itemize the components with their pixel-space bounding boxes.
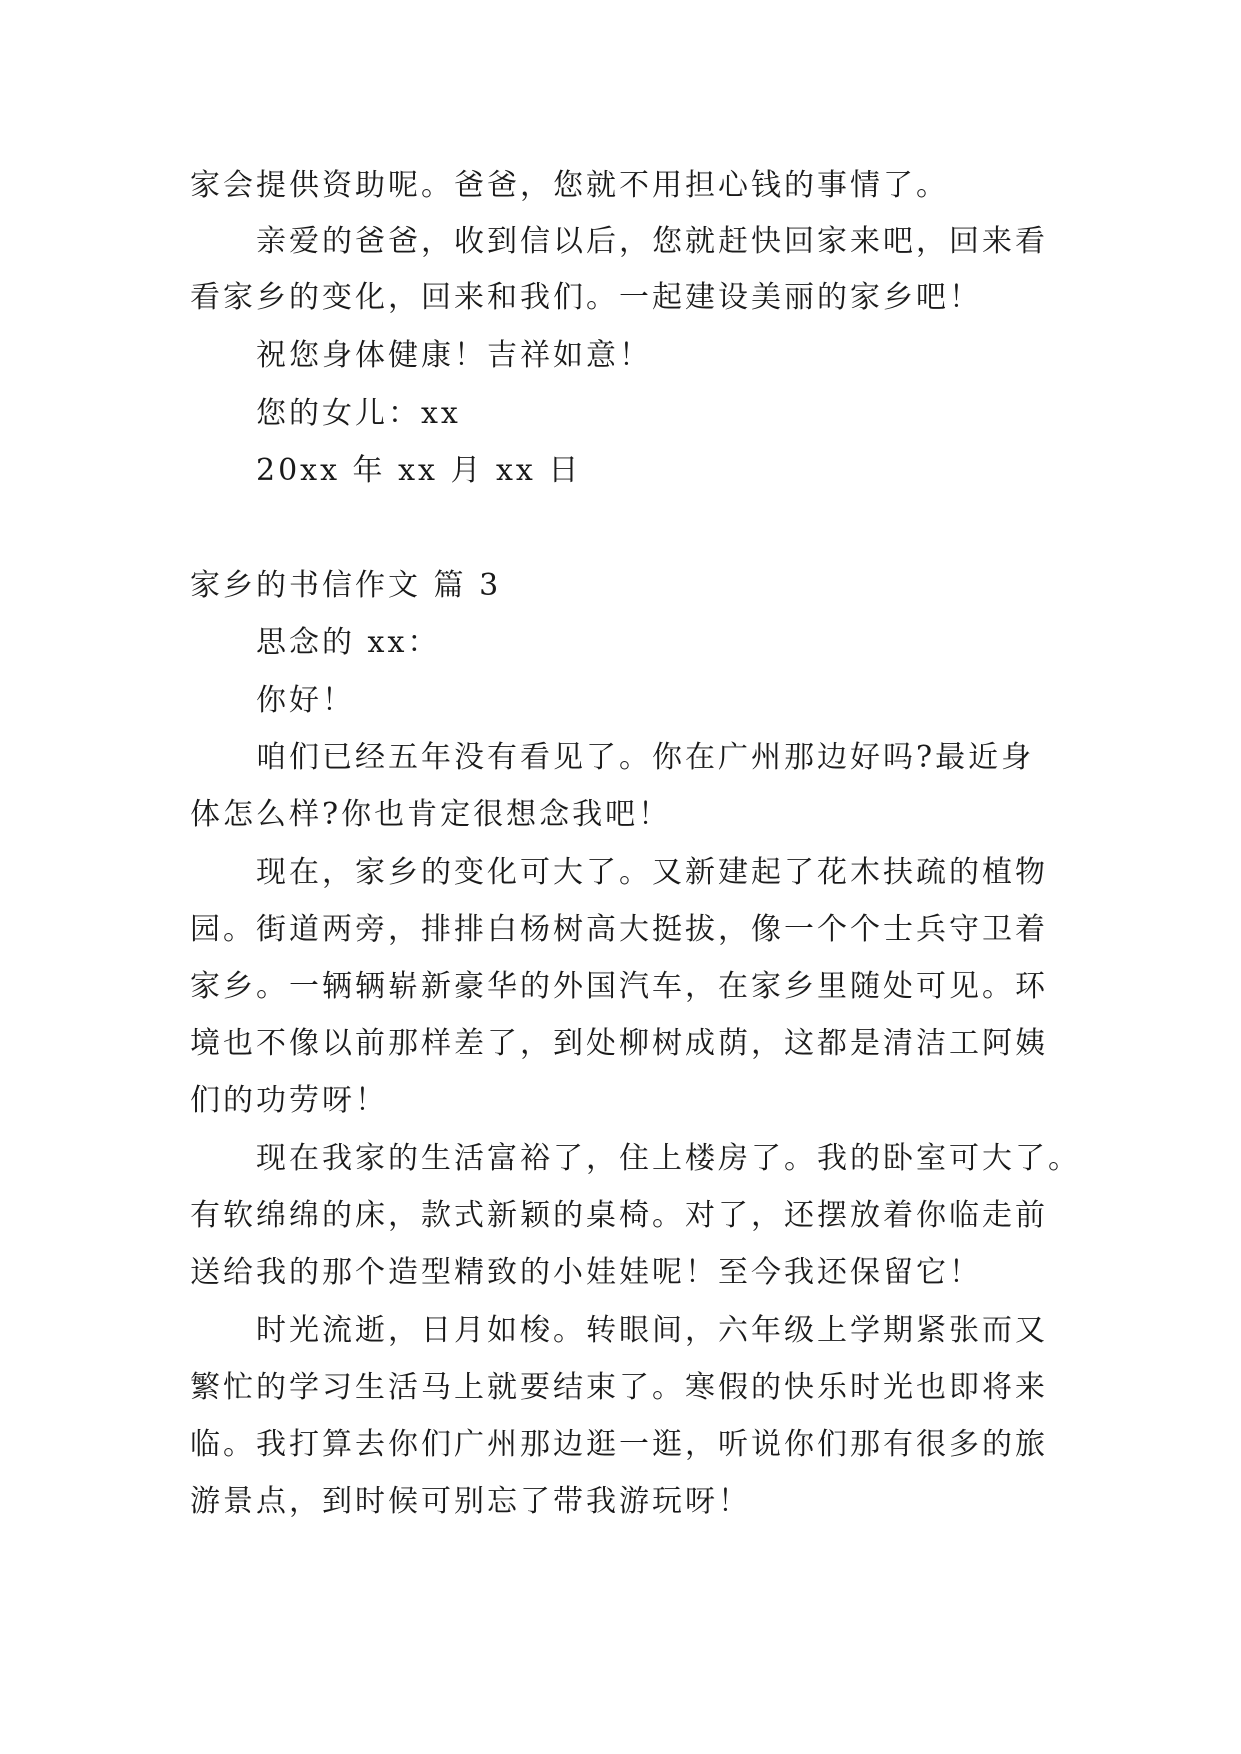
greeting: 你好！: [256, 683, 355, 718]
paragraph-line: 繁忙的学习生活马上就要结束了。寒假的快乐时光也即将来: [190, 1370, 1048, 1405]
paragraph-line: 家会提供资助呢。爸爸，您就不用担心钱的事情了。: [190, 168, 949, 203]
paragraph-line: 园。街道两旁，排排白杨树高大挺拔，像一个个士兵守卫着: [190, 912, 1048, 947]
paragraph-line: 现在我家的生活富裕了，住上楼房了。我的卧室可大了。: [256, 1141, 1081, 1176]
closing-wish: 祝您身体健康！吉祥如意！: [256, 338, 652, 373]
paragraph-line: 时光流逝，日月如梭。转眼间，六年级上学期紧张而又: [256, 1313, 1048, 1348]
paragraph-line: 看家乡的变化，回来和我们。一起建设美丽的家乡吧！: [190, 280, 982, 315]
paragraph-line: 体怎么样?你也肯定很想念我吧！: [190, 797, 672, 832]
signature: 您的女儿：xx: [256, 396, 461, 431]
paragraph-line: 游景点，到时候可别忘了带我游玩呀！: [190, 1484, 751, 1519]
paragraph-line: 咱们已经五年没有看见了。你在广州那边好吗?最近身: [256, 740, 1035, 775]
paragraph-line: 们的功劳呀！: [190, 1083, 388, 1118]
paragraph-line: 送给我的那个造型精致的小娃娃呢！至今我还保留它！: [190, 1255, 982, 1290]
paragraph-line: 现在，家乡的变化可大了。又新建起了花木扶疏的植物: [256, 855, 1048, 890]
salutation: 思念的 xx：: [256, 625, 441, 660]
paragraph-line: 家乡。一辆辆崭新豪华的外国汽车，在家乡里随处可见。环: [190, 969, 1048, 1004]
paragraph-line: 境也不像以前那样差了，到处柳树成荫，这都是清洁工阿姨: [190, 1026, 1048, 1061]
paragraph-line: 临。我打算去你们广州那边逛一逛，听说你们那有很多的旅: [190, 1427, 1048, 1462]
paragraph-line: 亲爱的爸爸，收到信以后，您就赶快回家来吧，回来看: [256, 224, 1048, 259]
section-heading: 家乡的书信作文 篇 3: [190, 568, 502, 603]
paragraph-line: 有软绵绵的床，款式新颖的桌椅。对了，还摆放着你临走前: [190, 1198, 1048, 1233]
date-line: 20xx 年 xx 月 xx 日: [256, 453, 582, 488]
